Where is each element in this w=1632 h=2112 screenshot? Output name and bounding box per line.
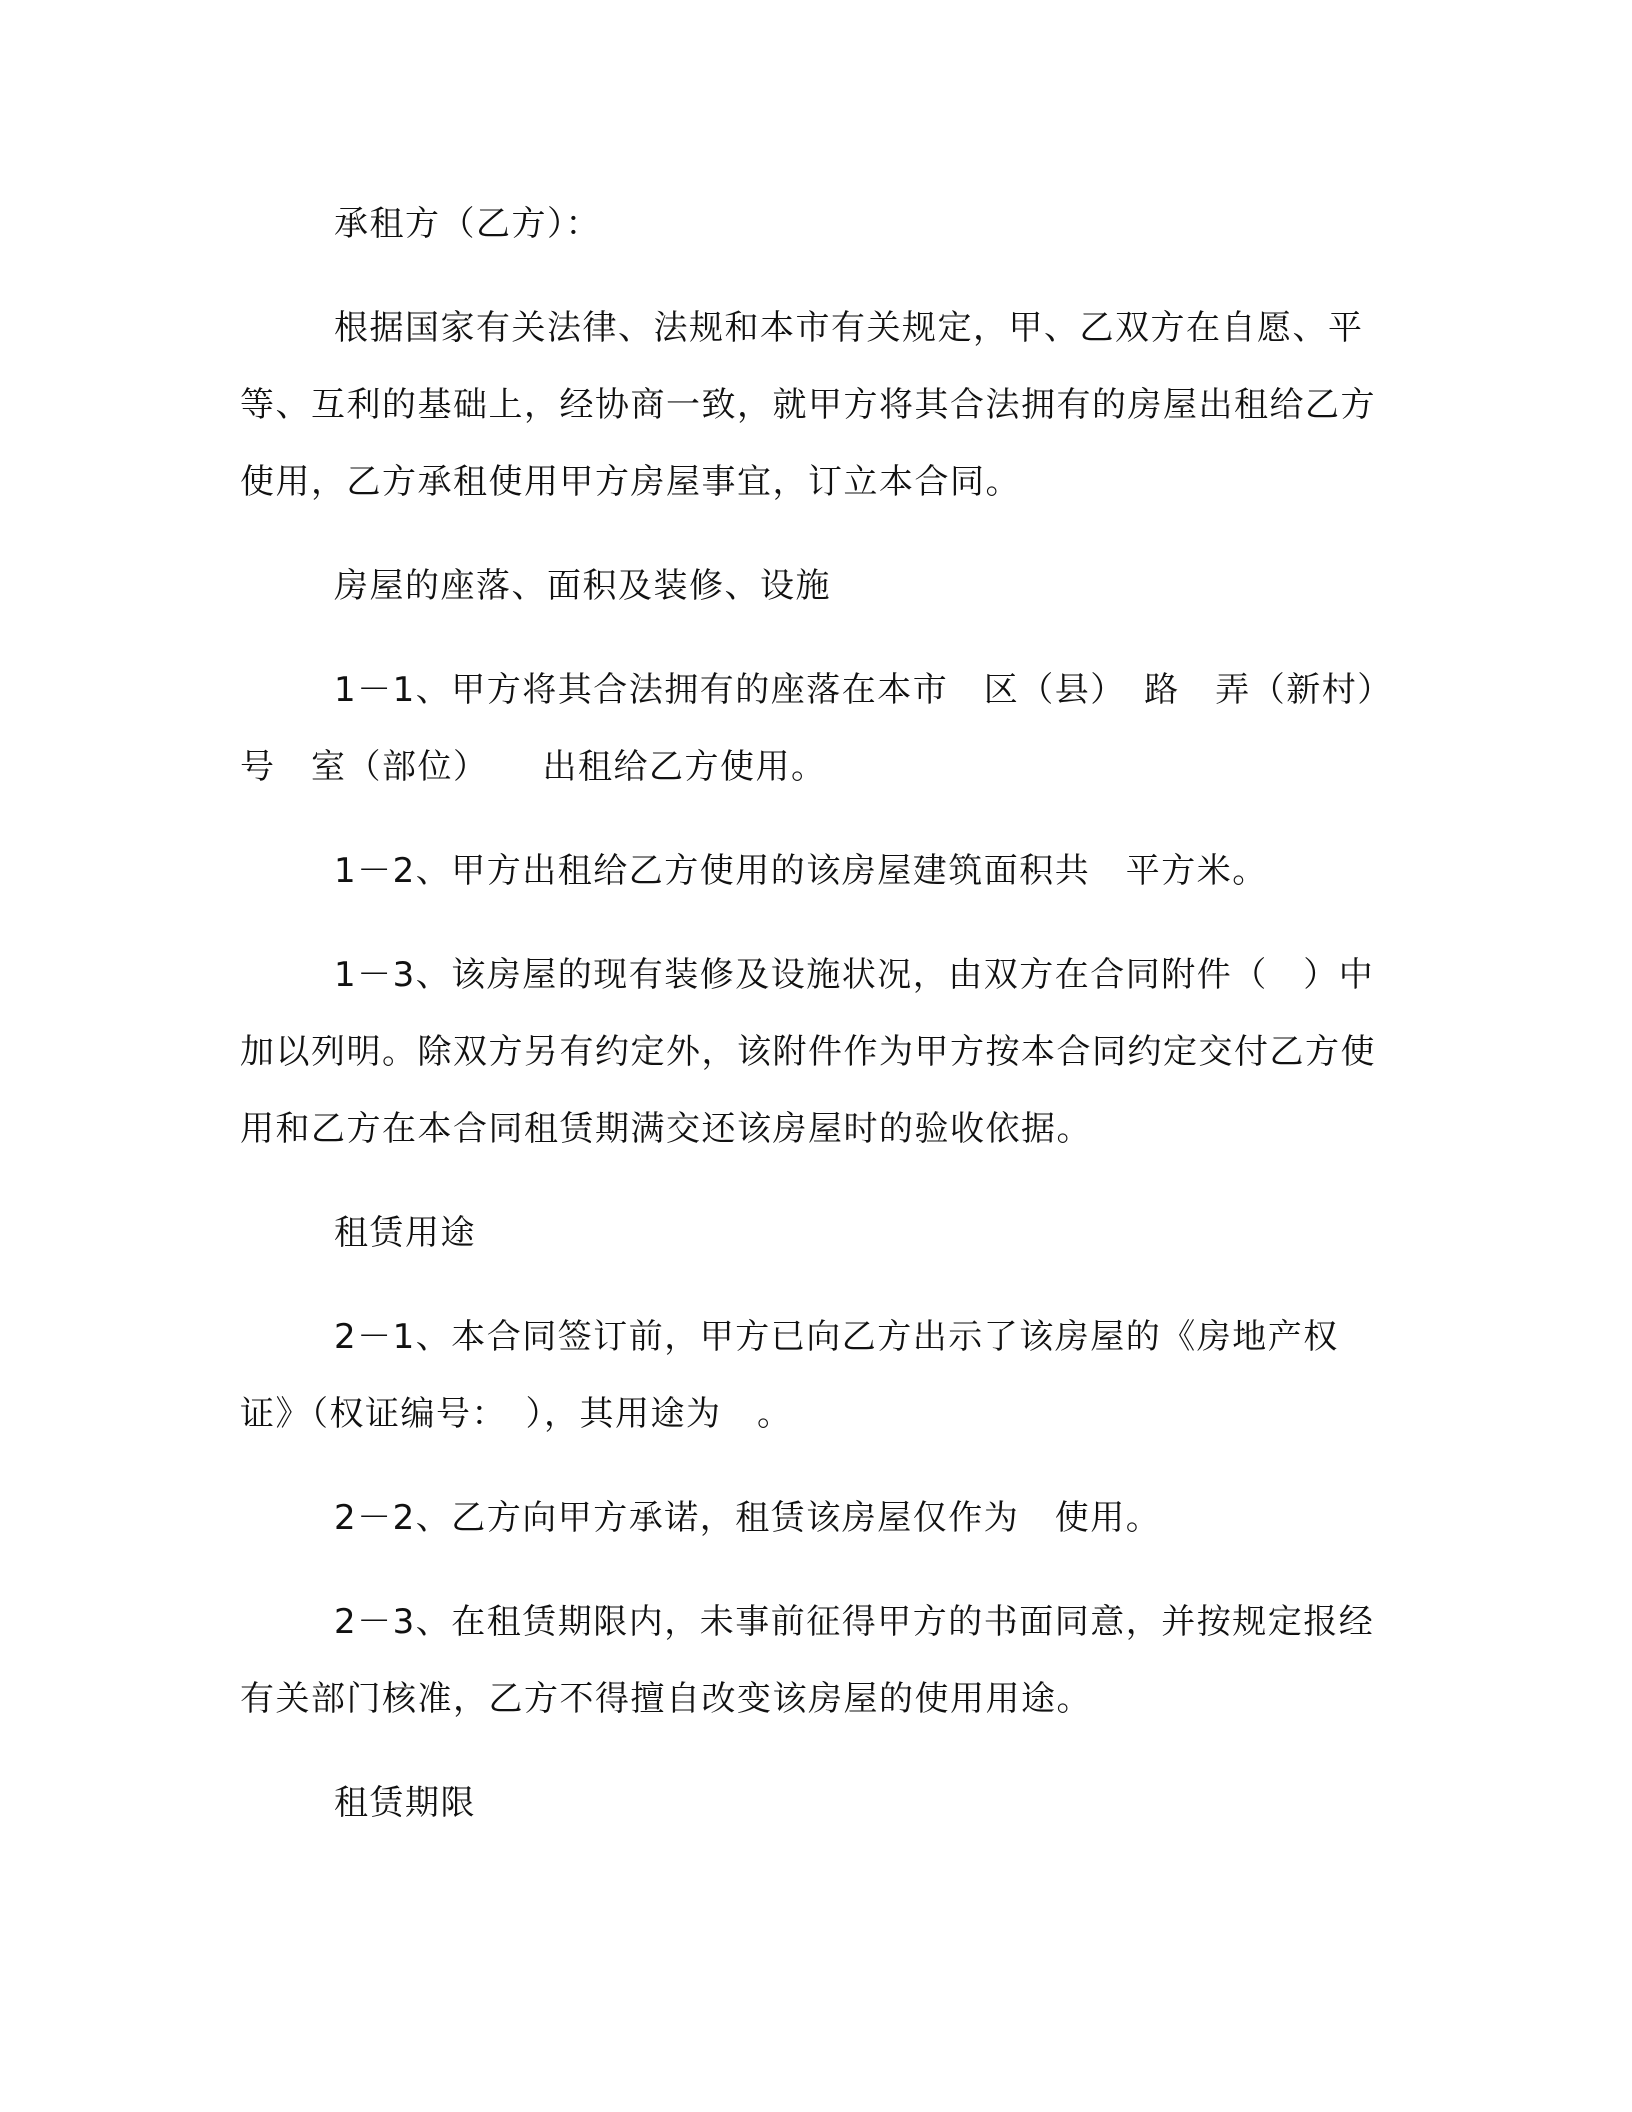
document-body: [240, 186, 1412, 1842]
clause-2-1: 2－1、本合同签订前，甲方已向乙方出示了该房屋的《房地产权证》（权证编号： ），其用途为 。: [240, 1317, 1339, 1434]
section-heading-term: 租赁期限: [334, 1783, 476, 1823]
clause-2-2: 2－2、乙方向甲方承诺，租赁该房屋仅作为 使用。: [334, 1498, 1162, 1538]
clause-1-1: 1－1、甲方将其合法拥有的座落在本市 区（县） 路 弄（新村） 号 室（部位） 出租给乙方使用。: [240, 670, 1412, 787]
section-heading-use: 租赁用途: [334, 1213, 476, 1253]
preamble-paragraph: 根据国家有关法律、法规和本市有关规定，甲、乙双方在自愿、平等、互利的基础上，经协商一致，就甲方将其合法拥有的房屋出租给乙方使用，乙方承租使用甲方房屋事宜，订立本合同。: [240, 308, 1376, 502]
clause-2-3: 2－3、在租赁期限内，未事前征得甲方的书面同意，并按规定报经有关部门核准，乙方不得擅自改变该房屋的使用用途。: [240, 1602, 1375, 1719]
section-heading-premises: 房屋的座落、面积及装修、设施: [334, 566, 831, 606]
clause-1-3: 1－3、该房屋的现有装修及设施状况，由双方在合同附件（ ）中加以列明。除双方另有约定外，该附件作为甲方按本合同约定交付乙方使用和乙方在本合同租赁期满交还该房屋时的验收依据。: [240, 955, 1376, 1149]
clause-1-2: 1－2、甲方出租给乙方使用的该房屋建筑面积共 平方米。: [334, 851, 1268, 891]
tenant-party-line: 承租方（乙方）：: [334, 204, 601, 244]
